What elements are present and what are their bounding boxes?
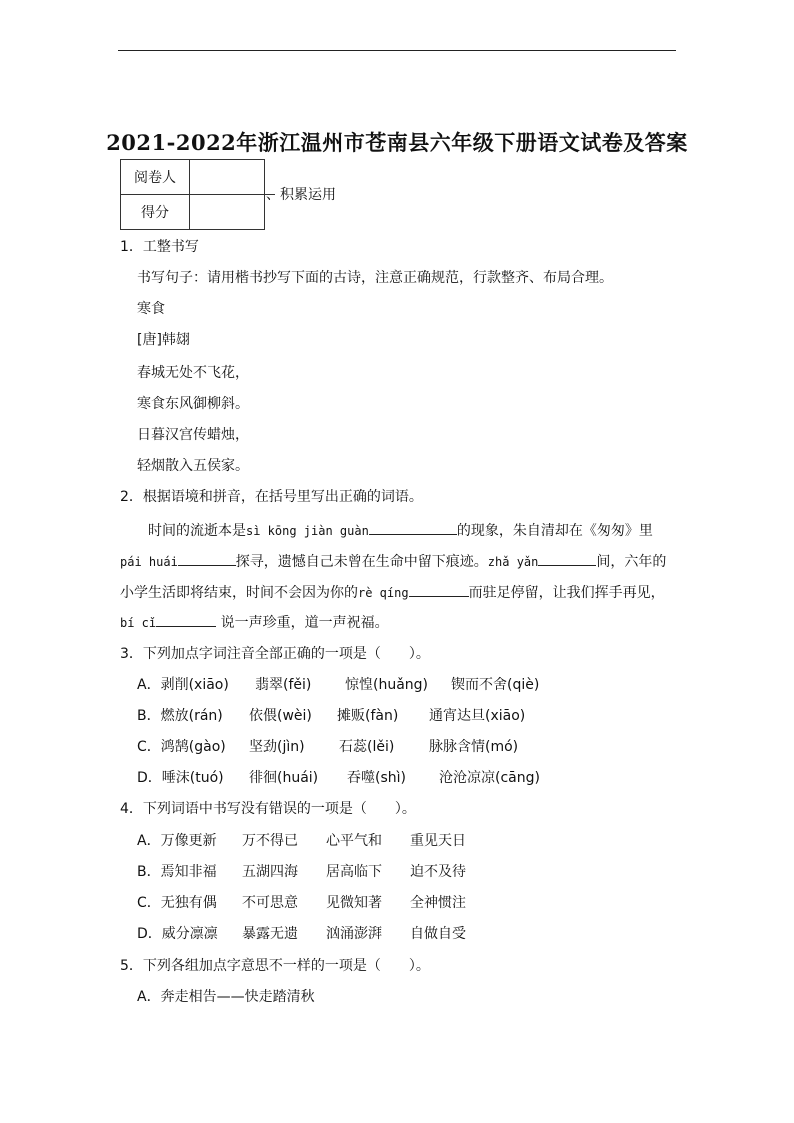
option-term: 全神惯注	[410, 895, 466, 911]
q4-option-d[interactable]	[137, 925, 466, 943]
q5-heading: 5．下列各组加点字意思不一样的一项是（ ）。	[120, 958, 430, 974]
q3-option-c[interactable]	[137, 738, 518, 756]
section-text: 、积累运用	[266, 187, 336, 203]
q4-option-b[interactable]	[137, 863, 466, 881]
reviewer-field[interactable]	[190, 160, 265, 195]
option-term: 心平气和	[326, 833, 382, 849]
option-term: 万不得已	[242, 833, 298, 849]
reviewer-label: 阅卷人	[121, 160, 190, 195]
poem-line: 春城无处不飞花，	[137, 365, 249, 381]
option-term: 惊惶(huǎng)	[345, 677, 429, 693]
option-term: 坚劲(jìn)	[249, 739, 305, 755]
option-term: A．剥削(xiāo)	[137, 677, 229, 693]
option-term: 暴露无遗	[242, 926, 298, 942]
option-term: D．唾沫(tuó)	[137, 770, 224, 786]
q2-text: 说一声珍重，道一声祝福。	[216, 615, 389, 631]
q2-paragraph-line	[120, 551, 666, 571]
q2-paragraph-line	[120, 582, 665, 602]
option-term: 翡翠(fěi)	[255, 677, 312, 693]
pinyin: sì kōng jiàn guàn	[246, 524, 369, 538]
option-term: 迫不及待	[410, 864, 466, 880]
page-title: 2021-2022年浙江温州市苍南县六年级下册语文试卷及答案	[106, 130, 688, 155]
pinyin: pái huái	[120, 555, 178, 569]
option-term: 重见天日	[410, 833, 466, 849]
q1-heading: 1．工整书写	[120, 239, 199, 255]
option-term: 徘徊(huái)	[249, 770, 319, 786]
option-term: 吞噬(shì)	[347, 770, 406, 786]
header-rule	[118, 50, 676, 51]
option-term: C．无独有偶	[137, 895, 217, 911]
poem-line: 日暮汉宫传蜡烛，	[137, 427, 249, 443]
q3-option-b[interactable]	[137, 707, 525, 725]
score-label: 得分	[121, 195, 190, 230]
answer-blank[interactable]	[409, 582, 469, 597]
option-term: 摊贩(fàn)	[337, 708, 399, 724]
section-heading	[266, 184, 336, 204]
q2-text: 小学生活即将结束，时间不会因为你的	[120, 585, 358, 601]
q4-option-a[interactable]	[137, 832, 466, 850]
score-table	[120, 159, 265, 230]
option-term: 锲而不舍(qiè)	[451, 677, 540, 693]
option-term: B．燃放(rán)	[137, 708, 223, 724]
option-term: C．鸿鹄(gào)	[137, 739, 226, 755]
q2-text: 探寻，遗憾自己未曾在生命中留下痕迹。	[235, 554, 488, 570]
q5-option-a[interactable]: A．奔走相告——快走踏清秋	[137, 989, 315, 1005]
option-term: 不可思意	[242, 895, 298, 911]
option-term: 脉脉含情(mó)	[429, 739, 519, 755]
option-term: 依偎(wèi)	[249, 708, 312, 724]
option-term: 沧沧凉凉(cāng)	[439, 770, 540, 786]
option-term: 五湖四海	[242, 864, 298, 880]
option-term: A．万像更新	[137, 833, 217, 849]
q2-text: 间，六年的	[596, 554, 667, 570]
q2-text: 的现象，朱自清却在《匆匆》里	[456, 523, 653, 539]
q2-paragraph-line	[148, 520, 653, 540]
q2-text: 而驻足停留，让我们挥手再见，	[468, 585, 665, 601]
answer-blank[interactable]	[156, 612, 216, 627]
q4-heading: 4．下列词语中书写没有错误的一项是（ ）。	[120, 801, 416, 817]
q3-heading: 3．下列加点字词注音全部正确的一项是（ ）。	[120, 646, 430, 662]
pinyin: zhǎ yǎn	[487, 555, 539, 569]
score-field[interactable]	[190, 195, 265, 230]
pinyin: rè qíng	[358, 586, 409, 600]
answer-blank[interactable]	[369, 520, 457, 535]
option-term: 见微知著	[326, 895, 382, 911]
poem-line: 寒食东风御柳斜。	[137, 396, 249, 412]
q3-option-a[interactable]	[137, 676, 539, 694]
q2-paragraph-line	[120, 612, 389, 632]
option-term: 自做自受	[410, 926, 466, 942]
option-term: 通宵达旦(xiāo)	[429, 708, 526, 724]
poem-line: 轻烟散入五侯家。	[137, 458, 249, 474]
poem-title: 寒食	[137, 301, 165, 317]
answer-blank[interactable]	[538, 551, 596, 566]
poem-author: [唐]韩翃	[137, 332, 190, 348]
q4-option-c[interactable]	[137, 894, 466, 912]
q2-heading: 2．根据语境和拼音，在括号里写出正确的词语。	[120, 489, 423, 505]
q3-option-d[interactable]	[137, 769, 540, 787]
option-term: 居高临下	[326, 864, 382, 880]
option-term: D．威分凛凛	[137, 926, 218, 942]
option-term: B．焉知非福	[137, 864, 217, 880]
answer-blank[interactable]	[178, 551, 236, 566]
option-term: 石蕊(lěi)	[339, 739, 395, 755]
option-term: 汹涌澎湃	[326, 926, 382, 942]
q1-instruction: 书写句子：请用楷书抄写下面的古诗，注意正确规范，行款整齐、布局合理。	[137, 270, 613, 286]
q2-text: 时间的流逝本是	[148, 523, 246, 539]
pinyin: bí cǐ	[120, 616, 157, 630]
